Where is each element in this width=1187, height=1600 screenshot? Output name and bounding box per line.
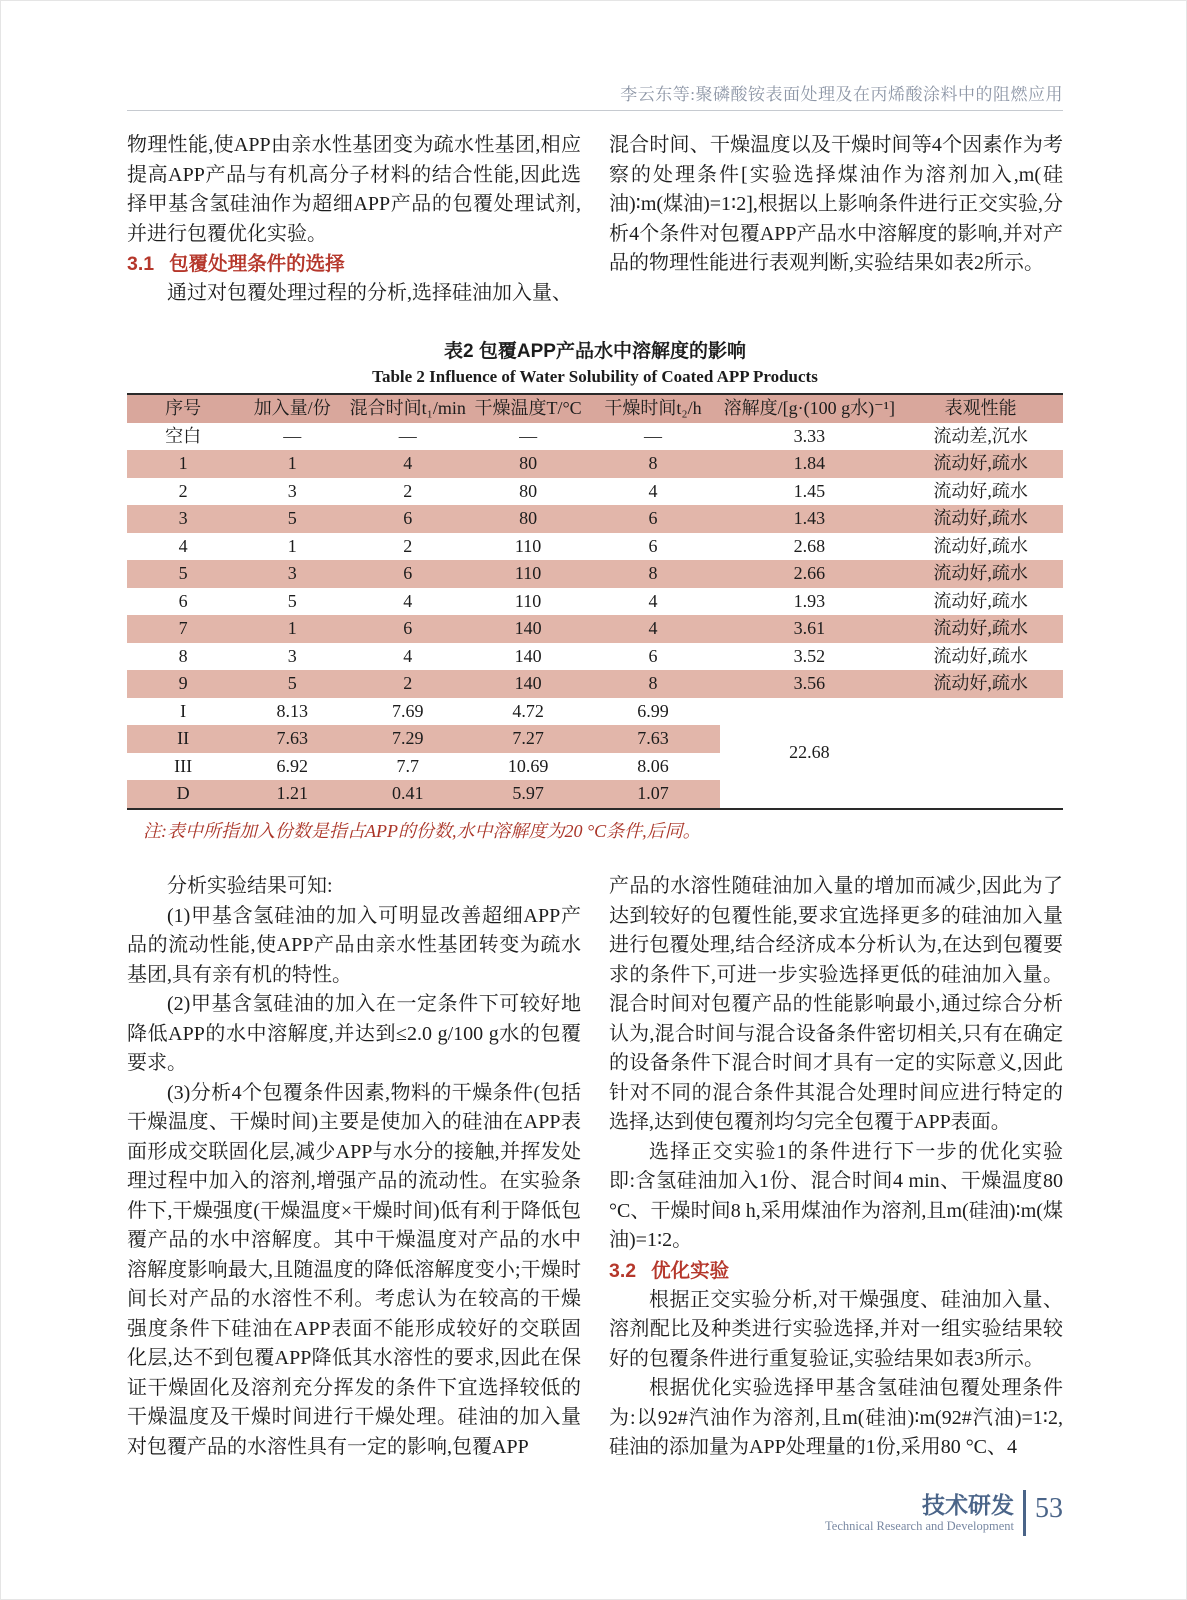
- section-title: 包覆处理条件的选择: [169, 253, 345, 275]
- column-header: 干燥时间t₂/h: [586, 394, 721, 423]
- table-cell: 8: [178, 645, 188, 666]
- table-cell: 7.7: [396, 755, 420, 776]
- table-cell: 2: [403, 480, 413, 501]
- table-cell: 6: [345, 505, 470, 533]
- table-title-zh: 表2 包覆APP产品水中溶解度的影响: [444, 341, 746, 362]
- table-cell: 2: [345, 670, 470, 698]
- table-cell: 1.43: [720, 505, 898, 533]
- column-header: 表观性能: [898, 394, 1063, 423]
- table-cell: 4: [345, 450, 470, 478]
- table-cell: 3.56: [720, 670, 898, 698]
- table-cell: 1.07: [586, 780, 721, 809]
- table-cell: 6: [648, 535, 658, 556]
- table-row: [127, 615, 1063, 643]
- table-cell: 0.41: [345, 780, 470, 809]
- table-row: [127, 698, 1063, 726]
- table-cell: 6.92: [276, 755, 308, 776]
- section-number: 3.2: [609, 1259, 637, 1282]
- table-note: 注:表中所指加入份数是指占APP的份数,水中溶解度为20 °C条件,后同。: [143, 820, 701, 841]
- table-cell: 流动好,疏水: [933, 535, 1028, 556]
- table-cell: 流动好,疏水: [933, 480, 1028, 501]
- table-cell: 5: [239, 505, 345, 533]
- column-header: 序号: [127, 394, 239, 423]
- table-row: [127, 423, 1063, 451]
- paragraph: (3)分析4个包覆条件因素,物料的干燥条件(包括干燥温度、干燥时间)主要是使加入的硅油在APP表面形成交联固化层,减少APP与水分的接触,并挥发处理过程中加入的溶剂,增强产品的流动性。在实验条件下,干燥强度(干燥温度×干燥时间)低有利于降低包覆产品的水中溶解度。其中干燥温度对产品的水中溶解度影响最大,且随温度的降低溶解度变小;干燥时间长对产品的水溶性不利。考虑认为在较高的干燥强度条件下硅油在APP表面不能形成较好的交联固化层,达不到包覆APP降低其水溶性的要求,因此在保证干燥固化及溶剂充分挥发的条件下宜选择较低的干燥温度及干燥时间进行干燥处理。硅油的加入量对包覆产品的水溶性具有一定的影响,包覆APP: [127, 1081, 581, 1458]
- table-cell: 6: [648, 645, 658, 666]
- table-cell: 1.84: [720, 450, 898, 478]
- table-cell: 3: [127, 505, 239, 533]
- table-title-en: Table 2 Influence of Water Solubility of Coated APP Products: [372, 367, 818, 386]
- table-cell: 流动好,疏水: [898, 505, 1063, 533]
- table-cell: —: [644, 425, 663, 446]
- table2-block: [127, 340, 1063, 843]
- table-cell: 流动好,疏水: [898, 560, 1063, 588]
- body-left-column: [127, 872, 581, 1463]
- table-cell: 6.99: [637, 700, 669, 721]
- table-row: [127, 505, 1063, 533]
- table-body: [127, 423, 1063, 809]
- table-cell: 3: [239, 560, 345, 588]
- paragraph: 产品的水溶性随硅油加入量的增加而减少,因此为了达到较好的包覆性能,要求宜选择更多的硅油加入量进行包覆处理,结合经济成本分析认为,在达到包覆要求的条件下,可进一步实验选择更低的硅油加入量。混合时间对包覆产品的性能影响最小,通过综合分析认为,混合时间与混合设备条件密切相关,只有在确定的设备条件下混合时间才具有一定的实际意义,因此针对不同的混合条件其混合处理时间应进行特定的选择,达到使包覆剂均匀完全包覆于APP表面。: [609, 875, 1063, 1133]
- table-cell: 1.21: [239, 780, 345, 809]
- table-cell: 8: [586, 450, 721, 478]
- table-cell: 1: [239, 615, 345, 643]
- paragraph: 分析实验结果可知:: [167, 875, 333, 897]
- section-number: 3.1: [127, 253, 155, 275]
- table-cell: 4: [648, 480, 658, 501]
- table-cell: 1.93: [793, 590, 826, 611]
- table-cell: 4: [403, 590, 413, 611]
- table-cell: D: [127, 780, 239, 809]
- table-row: [127, 533, 1063, 561]
- table-cell: 140: [471, 615, 586, 643]
- table-cell: 140: [471, 670, 586, 698]
- table-cell: 6: [586, 505, 721, 533]
- table-cell: II: [127, 725, 239, 753]
- table-cell: 5.97: [471, 780, 586, 809]
- footer-section-zh: 技术研发: [922, 1492, 1014, 1518]
- table-cell: 9: [127, 670, 239, 698]
- top-right-column: [609, 131, 1063, 309]
- top-left-column: [127, 131, 581, 309]
- column-header: 加入量/份: [239, 394, 345, 423]
- table-row: [127, 450, 1063, 478]
- paragraph: 选择正交实验1的条件进行下一步的优化实验即:含氢硅油加入1份、混合时间4 min、干燥温度80 °C、干燥时间8 h,采用煤油作为溶剂,且m(硅油)∶m(煤油)=1∶2。: [609, 1140, 1063, 1251]
- header-rule: [127, 110, 1063, 111]
- table-cell: 7: [127, 615, 239, 643]
- footer-section-en: Technical Research and Development: [825, 1519, 1014, 1533]
- column-header: 溶解度/[g·(100 g水)⁻¹]: [720, 394, 898, 423]
- table-cell: 1: [127, 450, 239, 478]
- column-header: 混合时间t₁/min: [345, 394, 470, 423]
- table-cell: 7.69: [392, 700, 424, 721]
- table-cell: 5: [127, 560, 239, 588]
- merged-solubility-cell: 22.68: [720, 698, 898, 809]
- paragraph: 物理性能,使APP由亲水性基团变为疏水性基团,相应提高APP产品与有机高分子材料的结合性能,因此选择甲基含氢硅油作为超细APP产品的包覆处理试剂,并进行包覆优化实验。: [127, 134, 581, 245]
- table-cell: 80: [471, 505, 586, 533]
- footer-divider: [1023, 1490, 1026, 1536]
- header-row: [127, 394, 1063, 423]
- table-cell: 3.52: [793, 645, 826, 666]
- column-header: 干燥温度T/°C: [471, 394, 586, 423]
- paragraph: (1)甲基含氢硅油的加入可明显改善超细APP产品的流动性能,使APP产品由亲水性基团转变为疏水基团,具有亲有机的特性。: [127, 904, 581, 986]
- section-heading-3-2: [609, 1256, 1063, 1286]
- table-cell: 2: [178, 480, 188, 501]
- table-cell: 6: [345, 560, 470, 588]
- table-cell: 4: [178, 535, 188, 556]
- table-cell: III: [174, 755, 193, 776]
- table-cell: 110: [514, 535, 542, 556]
- body-right-column: [609, 872, 1063, 1463]
- paragraph: (2)甲基含氢硅油的加入在一定条件下可较好地降低APP的水中溶解度,并达到≤2.0 g/100 g水的包覆要求。: [127, 993, 581, 1074]
- table-cell: —: [398, 425, 417, 446]
- page-number: 53: [1035, 1493, 1063, 1524]
- running-header: 李云东等:聚磷酸铵表面处理及在丙烯酸涂料中的阻燃应用: [620, 85, 1063, 104]
- table2: [127, 393, 1063, 810]
- table-cell: 8.13: [276, 700, 308, 721]
- section-title: 优化实验: [651, 1259, 730, 1282]
- table-row: [127, 588, 1063, 616]
- table-cell: 空白: [165, 425, 202, 446]
- table-cell: 7.63: [586, 725, 721, 753]
- table-cell: 流动差,沉水: [933, 425, 1028, 446]
- empty-cell: [898, 698, 1063, 809]
- table-cell: I: [180, 700, 187, 721]
- table-cell: 1: [239, 450, 345, 478]
- paragraph: 混合时间、干燥温度以及干燥时间等4个因素作为考察的处理条件[实验选择煤油作为溶剂加入,m(硅油)∶m(煤油)=1∶2],根据以上影响条件进行正交实验,分析4个条件对包覆APP产品水中溶解度的影响,并对产品的物理性能进行表观判断,实验结果如表2所示。: [609, 134, 1063, 274]
- table-cell: 5: [239, 670, 345, 698]
- table-cell: 3.33: [793, 425, 826, 446]
- table-cell: 8: [586, 670, 721, 698]
- table-cell: 3.61: [720, 615, 898, 643]
- table-cell: 2: [403, 535, 413, 556]
- body-text-columns: [127, 872, 1063, 1463]
- table-cell: 110: [514, 590, 542, 611]
- table-row: [127, 643, 1063, 671]
- table-header: [127, 394, 1063, 423]
- table-cell: 80: [519, 480, 538, 501]
- table-cell: 4.72: [512, 700, 544, 721]
- page-footer: [127, 1490, 1063, 1536]
- table-cell: 8: [586, 560, 721, 588]
- table-cell: 2.68: [793, 535, 826, 556]
- table-cell: 7.29: [345, 725, 470, 753]
- top-text-columns: [127, 131, 1063, 309]
- table-cell: 8.06: [637, 755, 669, 776]
- table-cell: 流动好,疏水: [898, 450, 1063, 478]
- table-cell: 140: [514, 645, 542, 666]
- table-row: [127, 670, 1063, 698]
- table-cell: —: [519, 425, 538, 446]
- table-cell: 7.27: [471, 725, 586, 753]
- table-cell: 10.69: [507, 755, 549, 776]
- table-cell: 4: [403, 645, 413, 666]
- table-cell: 6: [345, 615, 470, 643]
- table-cell: 1: [287, 535, 297, 556]
- table-cell: 流动好,疏水: [898, 615, 1063, 643]
- table-cell: —: [283, 425, 302, 446]
- table-cell: 4: [648, 590, 658, 611]
- table-cell: 110: [471, 560, 586, 588]
- table-cell: 流动好,疏水: [898, 670, 1063, 698]
- table-cell: 3: [287, 645, 297, 666]
- table-cell: 4: [586, 615, 721, 643]
- table-cell: 2.66: [720, 560, 898, 588]
- table-cell: 5: [287, 590, 297, 611]
- table-row: [127, 478, 1063, 506]
- paragraph: 通过对包覆处理过程的分析,选择硅油加入量、: [167, 282, 572, 304]
- section-heading-3-1: [127, 249, 581, 279]
- footer-section: [825, 1492, 1014, 1534]
- table-cell: 6: [178, 590, 188, 611]
- table-cell: 80: [471, 450, 586, 478]
- table-cell: 流动好,疏水: [933, 645, 1028, 666]
- table-cell: 3: [287, 480, 297, 501]
- paragraph: 根据正交实验分析,对干燥强度、硅油加入量、溶剂配比及种类进行实验选择,并对一组实验结果较好的包覆条件进行重复验证,实验结果如表3所示。: [609, 1288, 1063, 1370]
- table-cell: 流动好,疏水: [933, 590, 1028, 611]
- table-row: [127, 560, 1063, 588]
- table-cell: 1.45: [793, 480, 826, 501]
- table-cell: 7.63: [239, 725, 345, 753]
- paragraph: 根据优化实验选择甲基含氢硅油包覆处理条件为:以92#汽油作为溶剂,且m(硅油)∶m(92#汽油)=1∶2,硅油的添加量为APP处理量的1份,采用80 °C、4: [609, 1377, 1063, 1458]
